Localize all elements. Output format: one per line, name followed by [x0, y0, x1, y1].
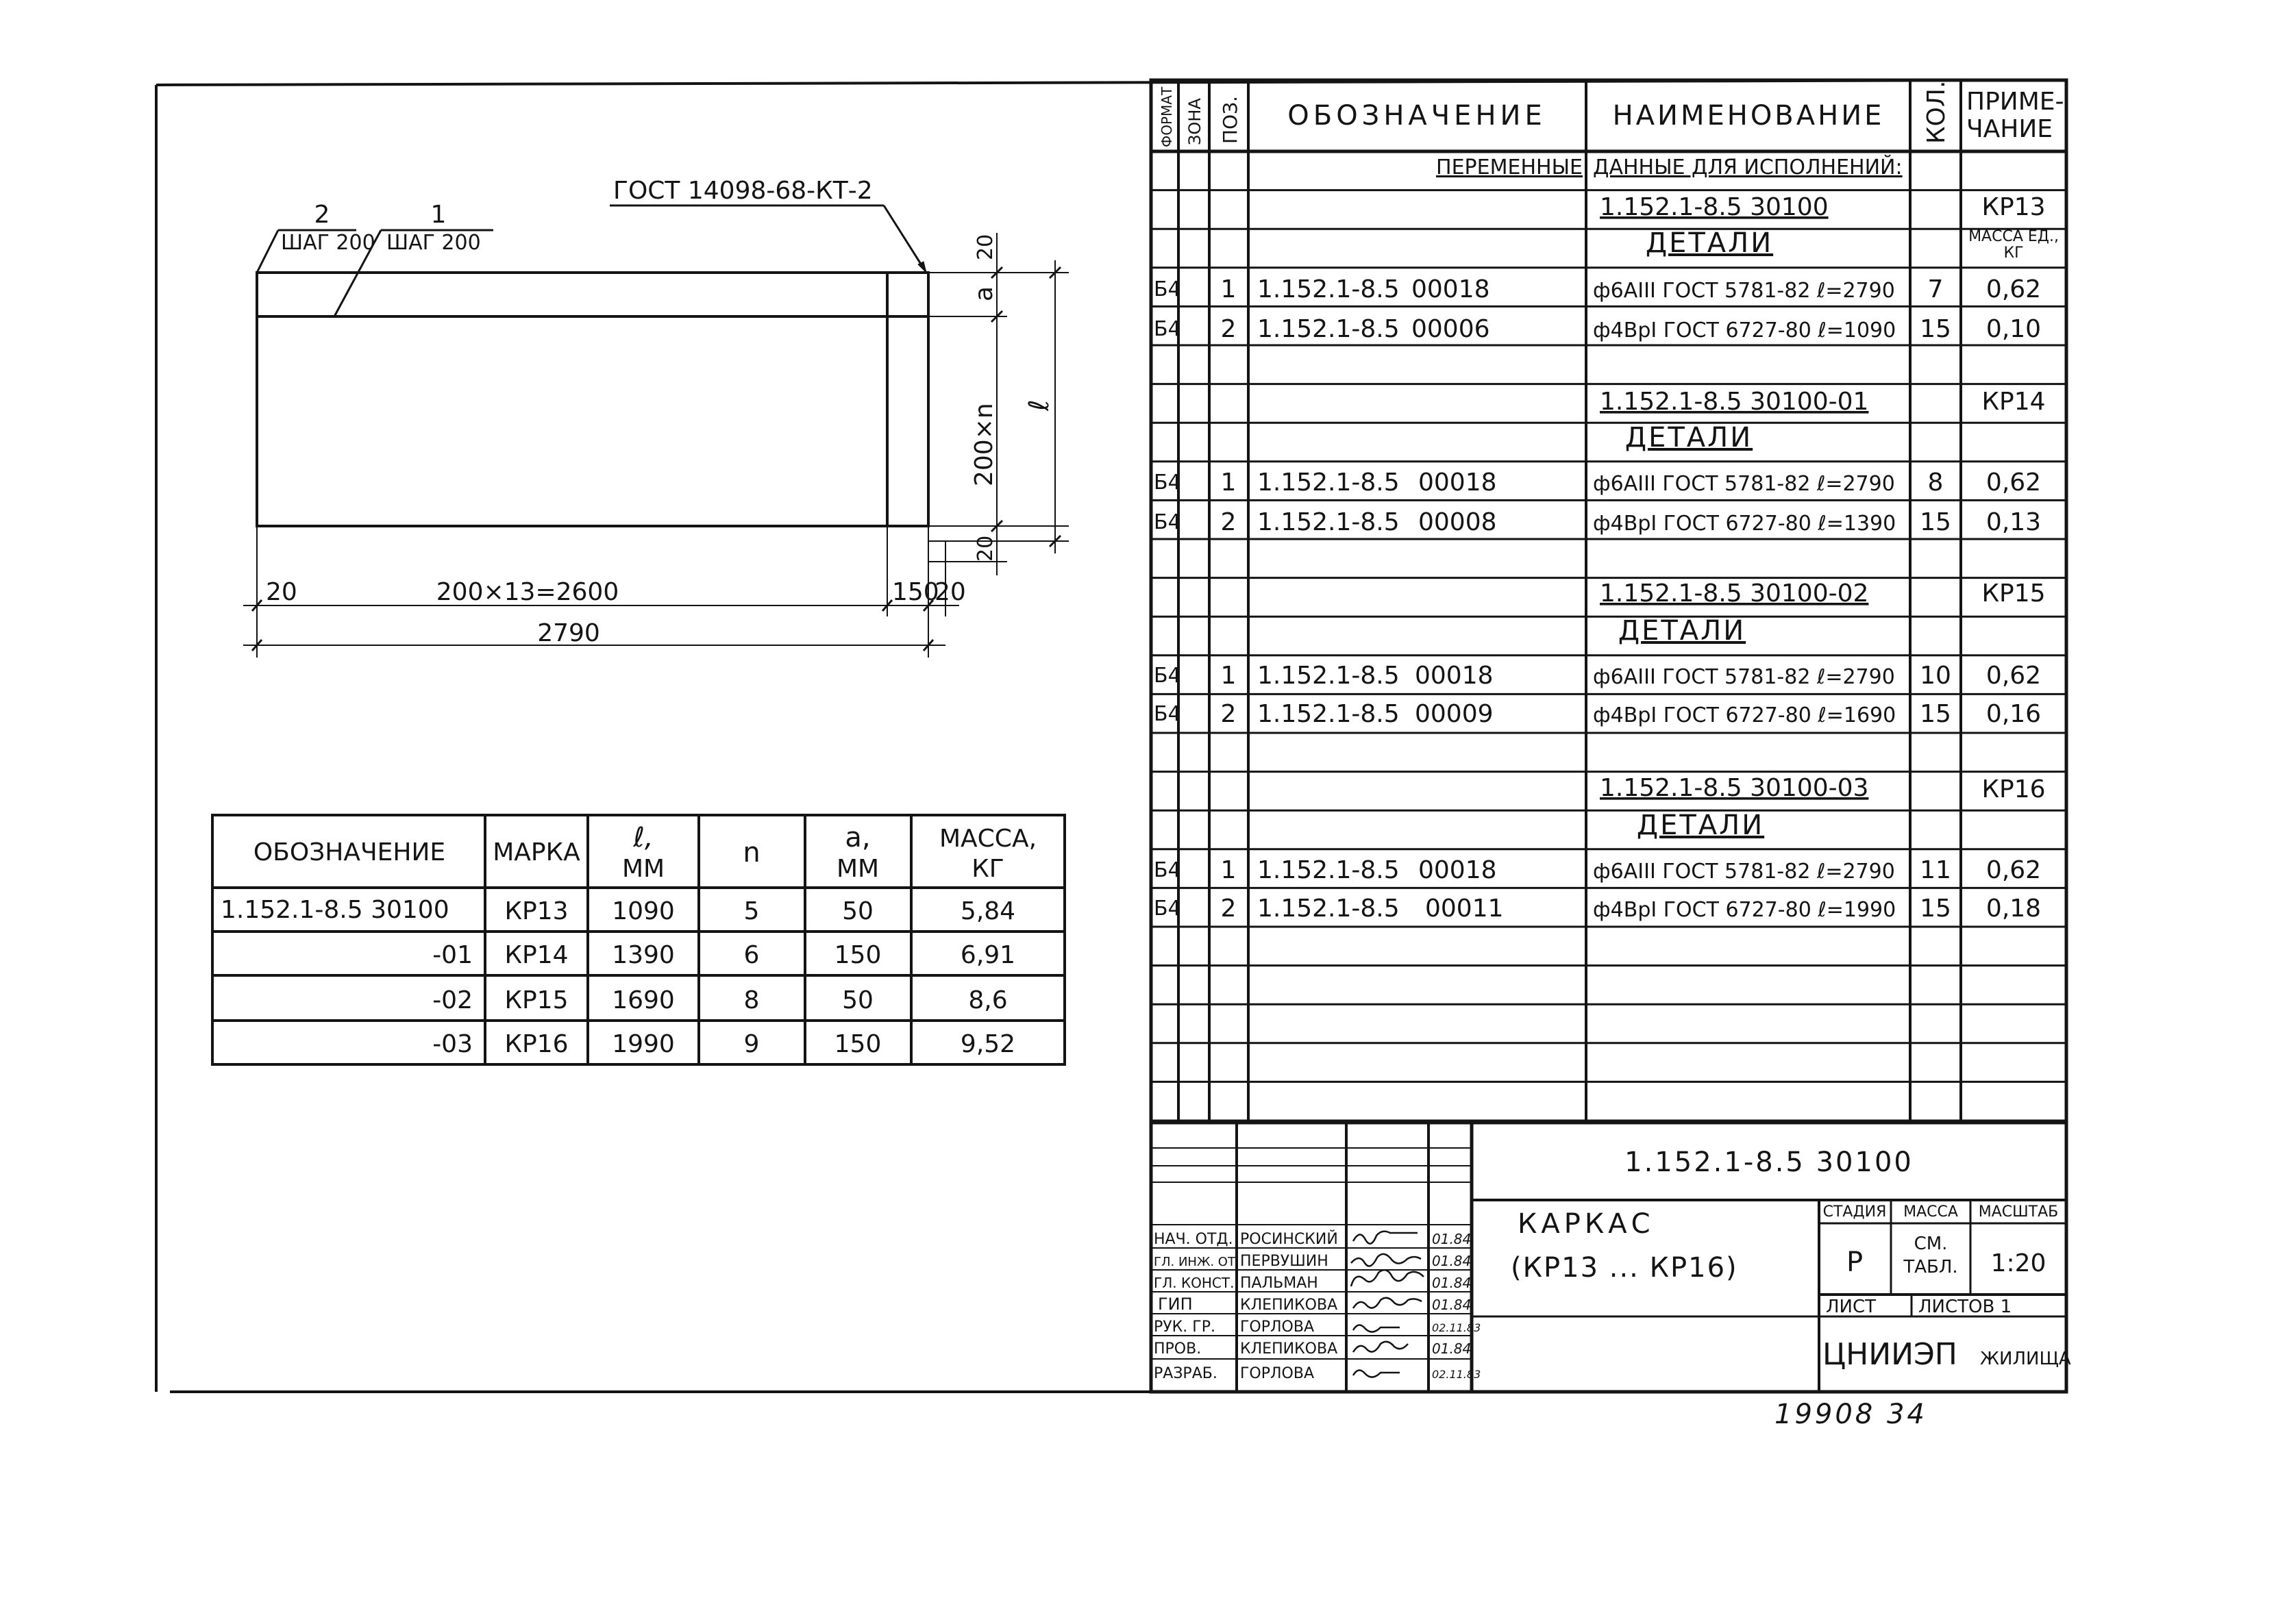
spec-cell-pos: 2 [1220, 508, 1237, 536]
sign-role: РАЗРАБ. [1154, 1365, 1217, 1382]
variants-cell-a: 50 [842, 986, 874, 1014]
spec-cell-code: 00008 [1418, 508, 1497, 536]
spec-cell-qty: 7 [1927, 275, 1944, 303]
variants-cell-mark: КР16 [504, 1030, 569, 1058]
title-block [1151, 1123, 2071, 1392]
spec-cell-qty: 15 [1920, 315, 1951, 343]
spec-cell-name: ф4ВрI ГОСТ 6727-80 ℓ=1090 [1593, 318, 1896, 342]
variants-header-a: a, [845, 822, 871, 853]
variants-row-3 [432, 986, 1007, 1014]
variants-cell-n: 8 [743, 986, 760, 1014]
variants-cell-designation: -01 [432, 941, 473, 969]
dim-right-20: 20 [935, 578, 966, 606]
dim-l: ℓ [1024, 399, 1055, 411]
spec-cell-code: 00009 [1415, 700, 1494, 728]
variants-cell-n: 5 [743, 897, 760, 925]
spec-cell-doc: 1.152.1-8.5 [1257, 662, 1400, 690]
sign-name: ПЕРВУШИН [1240, 1253, 1328, 1270]
spec-cell-format: Б4 [1154, 277, 1181, 301]
variants-cell-n: 6 [743, 941, 760, 969]
variants-cell-mass: 8,6 [968, 986, 1008, 1014]
sheet-frame [156, 80, 2066, 1392]
spec-group-doc: 1.152.1-8.5 30100-03 [1600, 774, 1869, 802]
spec-variable-label-2: ДАННЫЕ ДЛЯ ИСПОЛНЕНИЙ: [1593, 155, 1903, 179]
spec-header-zone: ЗОНА [1185, 98, 1204, 145]
spec-cell-name: ф6АIII ГОСТ 5781-82 ℓ=2790 [1593, 665, 1895, 689]
title-org-2: ЖИЛИЩА [1980, 1349, 2071, 1369]
title-sheet-label: ЛИСТ [1826, 1297, 1877, 1317]
spec-cell-format: Б4 [1154, 702, 1181, 726]
spec-cell-code: 00011 [1425, 895, 1504, 923]
title-scale-label: МАСШТАБ [1978, 1203, 2059, 1221]
inventory-number: 19908 34 [1774, 1399, 1927, 1430]
sign-role: НАЧ. ОТД. [1154, 1231, 1233, 1248]
variants-cell-n: 9 [743, 1030, 760, 1058]
spec-cell-qty: 15 [1920, 508, 1951, 536]
spec-cell-qty: 15 [1920, 895, 1951, 923]
sign-name: КЛЕПИКОВА [1240, 1297, 1338, 1314]
dim-bottom-20: 20 [974, 535, 998, 562]
spec-group-mark: КР15 [1981, 579, 2046, 608]
spec-cell-name: ф6АIII ГОСТ 5781-82 ℓ=2790 [1593, 472, 1895, 496]
spec-cell-name: ф6АIII ГОСТ 5781-82 ℓ=2790 [1593, 279, 1895, 303]
specification-table [1151, 80, 2066, 1123]
spec-details-label: ДЕТАЛИ [1645, 227, 1774, 259]
spec-cell-pos: 1 [1220, 469, 1237, 497]
variants-cell-mass: 5,84 [960, 897, 1016, 925]
cage-drawing [243, 177, 1069, 658]
spec-cell-pos: 1 [1220, 662, 1237, 690]
spec-details-label: ДЕТАЛИ [1624, 422, 1753, 453]
sign-role: ГЛ. ИНЖ. ОТ. [1154, 1255, 1239, 1269]
spec-cell-doc: 1.152.1-8.5 [1257, 508, 1400, 536]
sign-date: 01.84 [1432, 1231, 1472, 1247]
variants-cell-l: 1690 [612, 986, 675, 1014]
spec-cell-doc: 1.152.1-8.5 [1257, 895, 1400, 923]
bar-label-2-number: 2 [314, 201, 330, 229]
dim-a: a [970, 286, 998, 301]
spec-item-row [1154, 700, 2041, 728]
variants-cell-mark: КР14 [504, 941, 569, 969]
spec-group-mark: КР16 [1981, 775, 2046, 803]
spec-cell-code: 00006 [1411, 315, 1490, 343]
title-scale: 1:20 [1990, 1249, 2046, 1277]
spec-cell-note: 0,16 [1986, 700, 2042, 728]
spec-details-label: ДЕТАЛИ [1618, 615, 1746, 647]
spec-header-qty: КОЛ. [1922, 80, 1951, 144]
spec-cell-note: 0,62 [1986, 275, 2042, 303]
spec-mass-header: МАССА ЕД., [1968, 228, 2059, 245]
spec-cell-name: ф4ВрI ГОСТ 6727-80 ℓ=1990 [1593, 898, 1896, 922]
spec-cell-format: Б4 [1154, 897, 1181, 921]
spec-group-kp15 [1154, 579, 2046, 728]
spec-item-row [1154, 508, 2041, 536]
dim-left-20: 20 [266, 578, 297, 606]
cage-outline [257, 273, 928, 526]
title-mass-2: ТАБЛ. [1903, 1257, 1958, 1277]
sign-role: ГЛ. КОНСТ. [1154, 1275, 1235, 1291]
spec-cell-qty: 15 [1920, 700, 1951, 728]
spec-group-doc: 1.152.1-8.5 30100 [1600, 193, 1829, 221]
title-name-2: (КР13 ... КР16) [1511, 1252, 1738, 1284]
dim-body: 200×n [970, 403, 998, 486]
dim-150: 150 [892, 578, 939, 606]
spec-cell-code: 00018 [1415, 662, 1494, 690]
spec-item-row [1154, 275, 2041, 303]
title-stage-label: СТАДИЯ [1822, 1203, 1887, 1221]
spec-cell-qty: 8 [1927, 469, 1944, 497]
variants-cell-mark: КР15 [504, 986, 569, 1014]
spec-mass-header-2: КГ [2003, 245, 2024, 262]
spec-cell-format: Б4 [1154, 664, 1181, 688]
variants-cell-mass: 6,91 [960, 941, 1016, 969]
sign-name: РОСИНСКИЙ [1240, 1231, 1338, 1248]
variants-header-l-unit: ММ [621, 855, 665, 883]
spec-variable-label: ПЕРЕМЕННЫЕ [1436, 155, 1583, 179]
sign-name: ГОРЛОВА [1240, 1319, 1315, 1336]
spec-cell-note: 0,62 [1986, 469, 2042, 497]
spec-cell-doc: 1.152.1-8.5 [1257, 469, 1400, 497]
variants-header-a-unit: ММ [836, 855, 880, 883]
variants-row-4 [432, 1030, 1015, 1058]
spec-group-mark: КР13 [1981, 193, 2046, 221]
spec-item-row [1154, 662, 2041, 690]
variants-row-2 [432, 941, 1015, 969]
title-org-1: ЦНИИЭП [1822, 1337, 1957, 1372]
dim-total: 2790 [537, 619, 600, 647]
spec-cell-format: Б4 [1154, 317, 1181, 341]
spec-cell-doc: 1.152.1-8.5 [1257, 856, 1400, 884]
title-name-1: КАРКАС [1518, 1208, 1655, 1240]
spec-cell-doc: 1.152.1-8.5 [1257, 315, 1400, 343]
sign-date: 01.84 [1432, 1297, 1472, 1313]
sign-date: 01.84 [1432, 1275, 1472, 1291]
spec-header-designation: ОБОЗНАЧЕНИЕ [1287, 100, 1546, 132]
title-doc-number: 1.152.1-8.5 30100 [1624, 1147, 1914, 1178]
spec-cell-format: Б4 [1154, 858, 1181, 882]
spec-header-pos: ПОЗ. [1219, 96, 1241, 144]
sign-role: ПРОВ. [1154, 1340, 1202, 1358]
dim-top-20: 20 [974, 234, 998, 260]
spec-cell-qty: 11 [1920, 856, 1951, 884]
variants-cell-l: 1390 [612, 941, 675, 969]
variants-cell-mark: КР13 [504, 897, 569, 925]
spec-cell-note: 0,13 [1986, 508, 2042, 536]
bar-label-1-step: ШАГ 200 [386, 231, 481, 255]
spec-cell-note: 0,10 [1986, 315, 2042, 343]
spec-cell-code: 00018 [1411, 275, 1490, 303]
spec-cell-format: Б4 [1154, 510, 1181, 534]
spec-cell-note: 0,62 [1986, 662, 2042, 690]
spec-cell-pos: 2 [1220, 315, 1237, 343]
bar-label-2-step: ШАГ 200 [281, 231, 375, 255]
sign-name: КЛЕПИКОВА [1240, 1340, 1338, 1358]
variants-header-designation: ОБОЗНАЧЕНИЕ [253, 838, 446, 866]
variants-header-n: n [743, 837, 760, 869]
spec-group-mark: КР14 [1981, 388, 2046, 416]
variants-cell-a: 50 [842, 897, 874, 925]
sign-date: 01.84 [1432, 1340, 1472, 1357]
variants-cell-designation: -03 [432, 1030, 473, 1058]
dim-span: 200×13=2600 [436, 578, 619, 606]
sign-role: РУК. ГР. [1154, 1319, 1215, 1336]
spec-cell-format: Б4 [1154, 471, 1181, 495]
variants-header-mark: МАРКА [493, 838, 580, 866]
variants-header-mass: МАССА, [939, 825, 1037, 853]
variants-cell-l: 1090 [612, 897, 675, 925]
variants-row-1 [221, 896, 1015, 925]
sign-date: 02.11.83 [1432, 1321, 1481, 1334]
variants-cell-a: 150 [834, 1030, 882, 1058]
spec-item-row [1154, 315, 2041, 343]
spec-cell-code: 00018 [1418, 856, 1497, 884]
variants-cell-mass: 9,52 [960, 1030, 1016, 1058]
gost-callout: ГОСТ 14098-68-КТ-2 [613, 177, 873, 205]
bar-label-1-number: 1 [430, 201, 447, 229]
spec-cell-pos: 1 [1220, 856, 1237, 884]
variants-cell-designation: -02 [432, 986, 473, 1014]
spec-header-note-2: ЧАНИЕ [1966, 115, 2053, 143]
spec-header-format: ФОРМАТ [1159, 86, 1175, 147]
spec-cell-pos: 2 [1220, 700, 1237, 728]
title-sheets-label: ЛИСТОВ 1 [1918, 1297, 2012, 1317]
spec-cell-note: 0,62 [1986, 856, 2042, 884]
spec-details-label: ДЕТАЛИ [1636, 810, 1765, 841]
spec-group-doc: 1.152.1-8.5 30100-02 [1600, 579, 1869, 608]
spec-group-doc: 1.152.1-8.5 30100-01 [1600, 388, 1869, 416]
spec-cell-pos: 1 [1220, 275, 1237, 303]
sign-role: ГИП [1158, 1295, 1193, 1314]
title-mass-1: СМ. [1914, 1234, 1948, 1254]
spec-item-row [1154, 856, 2041, 884]
variants-header-l: ℓ, [633, 822, 654, 853]
spec-header-name: НАИМЕНОВАНИЕ [1612, 100, 1885, 132]
signature-scribbles [1351, 1232, 1424, 1377]
title-stage: Р [1846, 1247, 1864, 1278]
spec-cell-code: 00018 [1418, 469, 1497, 497]
sign-name: ПАЛЬМАН [1240, 1275, 1318, 1292]
spec-item-row [1154, 469, 2041, 497]
spec-cell-qty: 10 [1920, 662, 1951, 690]
spec-cell-name: ф4ВрI ГОСТ 6727-80 ℓ=1390 [1593, 512, 1896, 536]
variants-header-mass-unit: КГ [972, 855, 1004, 883]
variants-cell-l: 1990 [612, 1030, 675, 1058]
spec-cell-doc: 1.152.1-8.5 [1257, 700, 1400, 728]
variants-cell-a: 150 [834, 941, 882, 969]
spec-cell-name: ф4ВрI ГОСТ 6727-80 ℓ=1690 [1593, 703, 1896, 727]
sign-name: ГОРЛОВА [1240, 1365, 1315, 1382]
sign-date: 01.84 [1432, 1253, 1472, 1269]
variants-cell-designation: 1.152.1-8.5 30100 [221, 896, 449, 924]
spec-item-row [1154, 895, 2041, 923]
sign-date: 02.11.83 [1432, 1368, 1481, 1381]
spec-cell-doc: 1.152.1-8.5 [1257, 275, 1400, 303]
spec-cell-note: 0,18 [1986, 895, 2042, 923]
spec-header-note-1: ПРИМЕ- [1966, 88, 2064, 116]
spec-cell-pos: 2 [1220, 895, 1237, 923]
title-mass-label: МАССА [1903, 1203, 1958, 1221]
variants-table [212, 815, 1065, 1064]
spec-cell-name: ф6АIII ГОСТ 5781-82 ℓ=2790 [1593, 860, 1895, 884]
